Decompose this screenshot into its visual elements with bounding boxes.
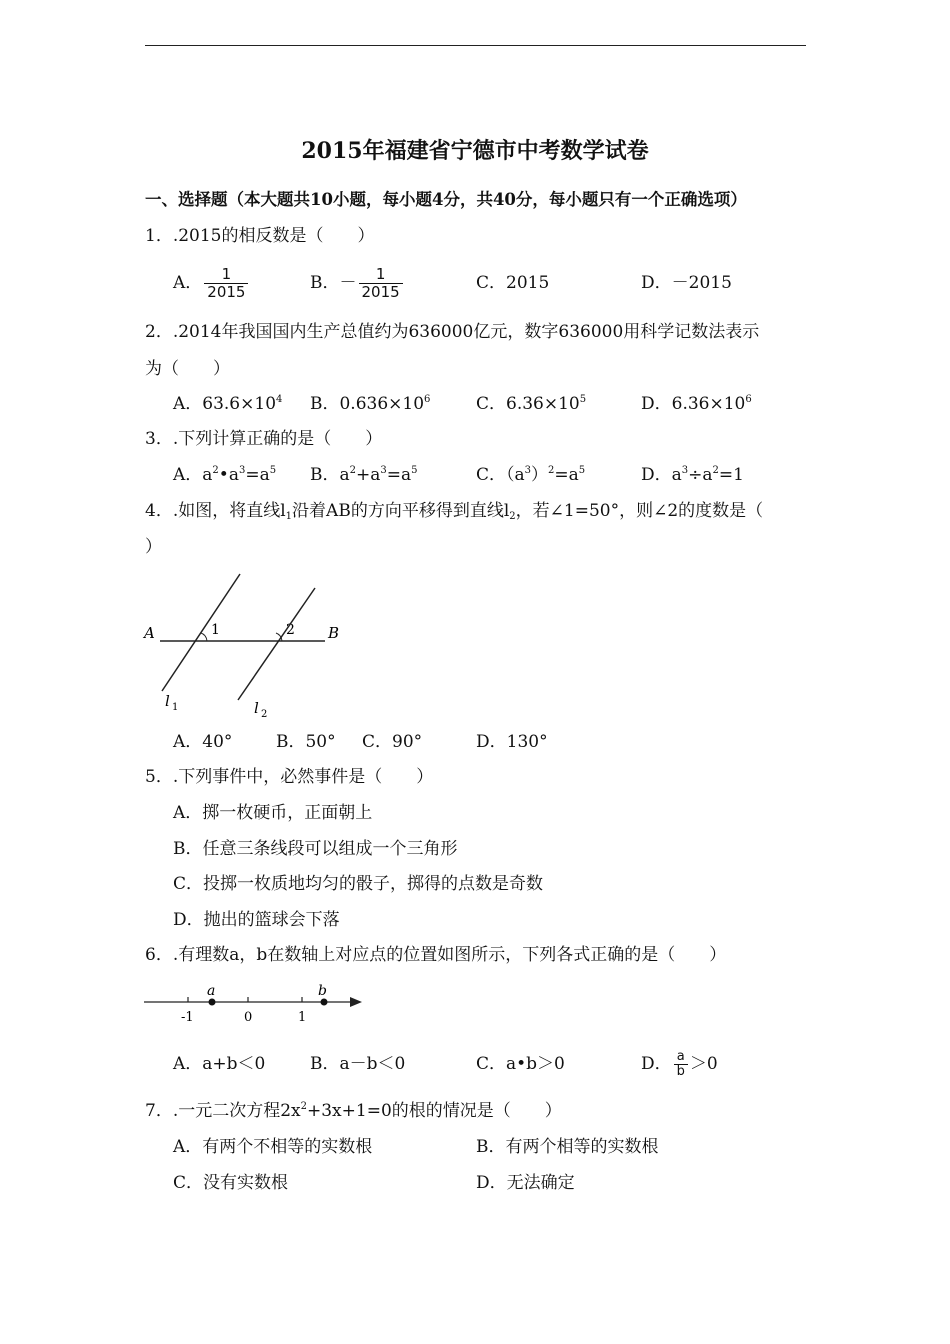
line-l2 xyxy=(238,588,315,700)
q3-stem: 3．.下列计算正确的是（ ） xyxy=(145,429,383,449)
option-text: C．6.36×10 xyxy=(476,394,580,414)
q7-option-b: B．有两个相等的实数根 xyxy=(476,1137,659,1157)
numerator: 1 xyxy=(221,265,232,283)
option-label: A． xyxy=(173,273,203,293)
q7-option-c: C．没有实数根 xyxy=(173,1173,289,1193)
stem-text: 7．.一元二次方程2x xyxy=(145,1101,301,1121)
exponent: 2 xyxy=(548,465,555,476)
q4-option-c: C．90° xyxy=(362,732,423,752)
point-a xyxy=(209,999,216,1006)
exponent: 2 xyxy=(349,465,357,476)
stem-text: ，若∠1=50°，则∠2的度数是（ xyxy=(515,501,764,521)
option-text: ÷a xyxy=(688,465,713,485)
exponent: 2 xyxy=(212,465,219,476)
exponent: 5 xyxy=(411,465,418,476)
q1-b-fraction xyxy=(359,266,403,301)
q4-option-d: D．130° xyxy=(476,732,548,752)
q2-option-d xyxy=(641,393,752,415)
q6-option-c: C．a•b＞0 xyxy=(476,1054,565,1074)
point-b xyxy=(321,999,328,1006)
option-text: •a xyxy=(218,465,239,485)
angle-1-label: 1 xyxy=(211,622,220,638)
exponent: 6 xyxy=(424,394,431,405)
line-l1 xyxy=(162,574,240,691)
numerator: a xyxy=(676,1049,685,1064)
q2-option-b xyxy=(310,393,430,415)
exponent: 5 xyxy=(578,465,586,476)
page-title: 2015年福建省宁德市中考数学试卷 xyxy=(301,138,649,164)
q1-option-b xyxy=(310,264,405,302)
axis-arrow xyxy=(350,997,362,1007)
q1-option-c: C．2015 xyxy=(476,273,550,293)
exponent: 2 xyxy=(300,1101,307,1112)
exponent: 5 xyxy=(579,394,587,405)
q5-option-a: A．掷一枚硬币，正面朝上 xyxy=(173,803,373,823)
option-text: A．a xyxy=(173,465,213,485)
q4-stem-line1 xyxy=(145,500,763,522)
option-text: +a xyxy=(356,465,381,485)
q6-number-line xyxy=(140,980,370,1028)
option-text: C．（a xyxy=(476,465,525,485)
denominator: 2015 xyxy=(204,283,248,301)
q4-option-a: A．40° xyxy=(173,732,233,752)
q6-option-d xyxy=(641,1046,718,1082)
numerator: 1 xyxy=(375,265,386,283)
q6-option-b: B．a－b＜0 xyxy=(310,1054,406,1074)
option-text: D．6.36×10 xyxy=(641,394,746,414)
option-text: =a xyxy=(245,465,270,485)
q5-stem: 5．.下列事件中，必然事件是（ ） xyxy=(145,767,434,787)
q3-option-a xyxy=(173,464,276,486)
option-text: =a xyxy=(386,465,412,485)
q3-option-c xyxy=(476,464,585,486)
option-text: D．a xyxy=(641,465,682,485)
point-b-label: b xyxy=(318,983,327,999)
q6-d-fraction xyxy=(674,1050,688,1079)
angle-2-label: 2 xyxy=(286,622,295,638)
label-b: B xyxy=(328,624,340,642)
option-text: B．a xyxy=(310,465,350,485)
exponent: 3 xyxy=(238,465,246,476)
q2-stem-line2: 为（ ） xyxy=(145,359,230,379)
q6-stem: 6．.有理数a，b在数轴上对应点的位置如图所示，下列各式正确的是（ ） xyxy=(145,945,727,965)
line-l2-label: l xyxy=(254,699,259,717)
option-text: ） xyxy=(531,465,549,485)
exponent: 6 xyxy=(745,394,752,405)
q3-option-b xyxy=(310,464,418,486)
q1-option-d: D．－2015 xyxy=(641,273,732,293)
q4-stem-line2: ） xyxy=(145,537,162,557)
option-label: B． xyxy=(310,273,340,293)
exponent: 3 xyxy=(380,465,387,476)
q5-option-b: B．任意三条线段可以组成一个三角形 xyxy=(173,839,458,859)
stem-text: 4．.如图，将直线l xyxy=(145,501,286,521)
option-text: A．63.6×10 xyxy=(173,394,277,414)
tick-label-1: 1 xyxy=(298,1010,307,1025)
option-text: ＞0 xyxy=(689,1054,718,1074)
option-label: D． xyxy=(641,1054,672,1074)
subscript: 1 xyxy=(285,511,293,522)
q2-option-a xyxy=(173,393,282,415)
q1-stem: 1．.2015的相反数是（ ） xyxy=(145,226,375,246)
option-text: B．0.636×10 xyxy=(310,394,425,414)
q6-option-a: A．a+b＜0 xyxy=(173,1054,266,1074)
section-heading: 一、选择题（本大题共10小题，每小题4分，共40分，每小题只有一个正确选项） xyxy=(145,190,747,209)
exponent: 2 xyxy=(712,465,719,476)
minus-sign: － xyxy=(339,273,357,293)
denominator: 2015 xyxy=(359,283,403,301)
tick-label-minus-1: -1 xyxy=(181,1010,194,1025)
stem-text: +3x+1=0的根的情况是（ ） xyxy=(307,1101,562,1121)
q5-option-c: C．投掷一枚质地均匀的骰子，掷得的点数是奇数 xyxy=(173,874,544,894)
tick-label-0: 0 xyxy=(244,1010,253,1025)
exponent: 5 xyxy=(269,465,277,476)
exponent: 4 xyxy=(276,394,283,405)
q2-option-c xyxy=(476,393,586,415)
line-l1-label: l xyxy=(165,692,170,710)
exponent: 3 xyxy=(681,465,689,476)
exponent: 3 xyxy=(524,465,532,476)
stem-text: 沿着AB的方向平移得到直线l xyxy=(292,501,510,521)
q7-stem xyxy=(145,1100,562,1122)
q1-a-fraction xyxy=(204,266,248,301)
option-text: =1 xyxy=(718,465,744,485)
q7-option-d: D．无法确定 xyxy=(476,1173,575,1193)
q2-stem-line1: 2．.2014年我国国内生产总值约为636000亿元，数字636000用科学记数法表示 xyxy=(145,322,760,342)
angle-1-arc xyxy=(201,633,207,641)
q1-option-a xyxy=(173,264,250,302)
line-l1-subscript: 1 xyxy=(172,702,179,713)
q3-option-d xyxy=(641,464,744,486)
line-l2-subscript: 2 xyxy=(261,709,268,720)
q5-option-d: D．抛出的篮球会下落 xyxy=(173,910,340,930)
denominator: b xyxy=(674,1064,688,1079)
label-a: A xyxy=(144,624,155,642)
q4-option-b: B．50° xyxy=(276,732,336,752)
point-a-label: a xyxy=(207,983,216,999)
q7-option-a: A．有两个不相等的实数根 xyxy=(173,1137,373,1157)
option-text: =a xyxy=(554,465,579,485)
header-rule xyxy=(145,45,806,46)
subscript: 2 xyxy=(509,511,516,522)
q4-figure-parallel-lines xyxy=(140,566,360,722)
